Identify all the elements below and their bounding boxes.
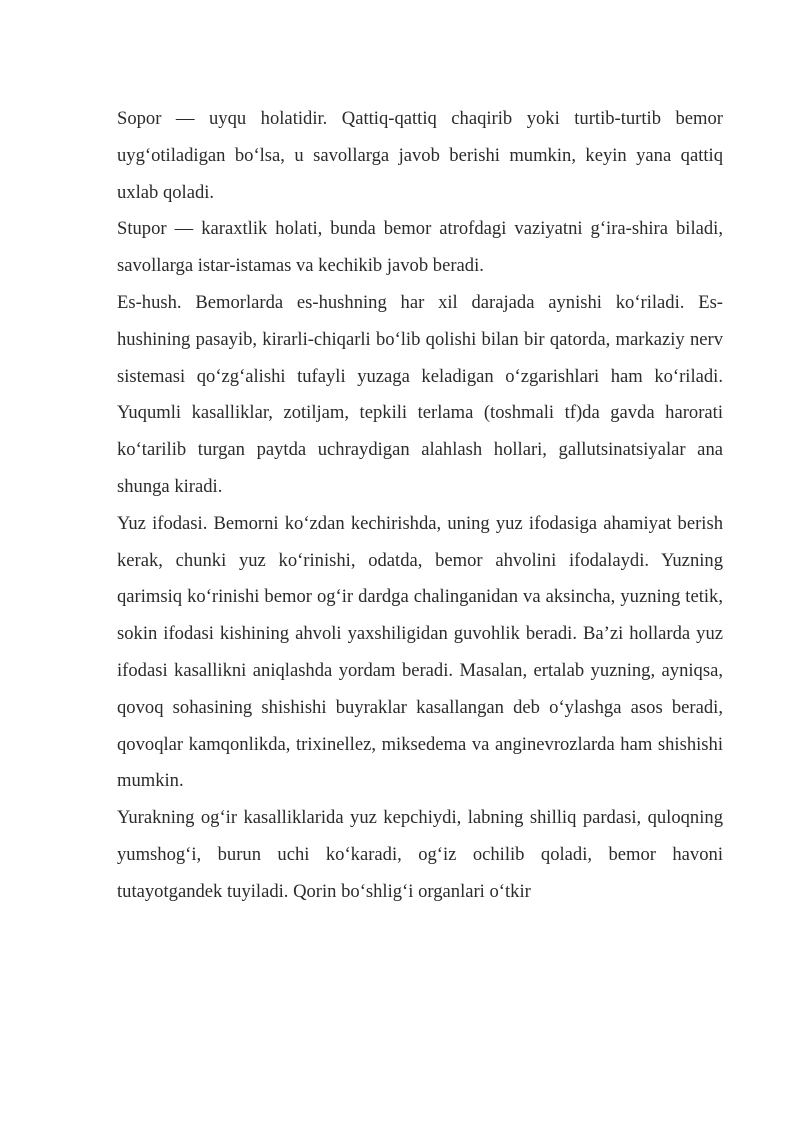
paragraph-es-hush: Es-hush. Bemorlarda es-hushning har xil darajada aynishi ko‘riladi. Es-hushining pasayib, kirarli-chiqarli bo‘lib qolishi bilan bir qatorda, markaziy nerv sistemasi qo‘zg‘alishi tufayli yuzaga keladigan o‘zgarishlari ham ko‘riladi. Yuqumli kasalliklar, zotiljam, tepkili terlama (toshmali tf)da gavda harorati ko‘tarilib turgan paytda uchraydigan alahlash hollari, gallutsinatsiyalar ana shunga kiradi. bbox=[117, 291, 723, 497]
paragraph-stupor: Stupor — karaxtlik holati, bunda bemor atrofdagi vaziyatni g‘ira-shira biladi, savollarga istar-istamas va kechikib javob beradi. bbox=[117, 218, 723, 277]
paragraph-yurakning: Yurakning og‘ir kasalliklarida yuz kepchiydi, labning shilliq pardasi, quloqning yumshog‘i, burun uchi ko‘karadi, og‘iz ochilib qoladi, bemor havoni tutayotgandek tuyiladi. Qorin bo‘shlig‘i organlari o‘tkir bbox=[117, 807, 723, 902]
paragraph-sopor: Sopor — uyqu holatidir. Qattiq-qattiq chaqirib yoki turtib-turtib bemor uyg‘otiladigan bo‘lsa, u savollarga javob berishi mumkin, keyin yana qattiq uxlab qoladi. bbox=[117, 108, 723, 203]
body-text bbox=[117, 101, 723, 911]
paragraph-yuz-ifodasi: Yuz ifodasi. Bemorni ko‘zdan kechirishda, uning yuz ifodasiga ahamiyat berish kerak, chunki yuz ko‘rinishi, odatda, bemor ahvolini ifodalaydi. Yuzning qarimsiq ko‘rinishi bemor og‘ir dardga chalinganidan va aksincha, yuzning tetik, sokin ifodasi kishining ahvoli yaxshiligidan guvohlik beradi. Ba’zi hollarda yuz ifodasi kasallikni aniqlashda yordam beradi. Masalan, ertalab yuzning, ayniqsa, qovoq sohasining shishishi buyraklar kasallangan deb o‘ylashga asos beradi, qovoqlar kamqonlikda, trixinellez, miksedema va anginevrozlarda ham shishishi mumkin. bbox=[117, 512, 723, 792]
